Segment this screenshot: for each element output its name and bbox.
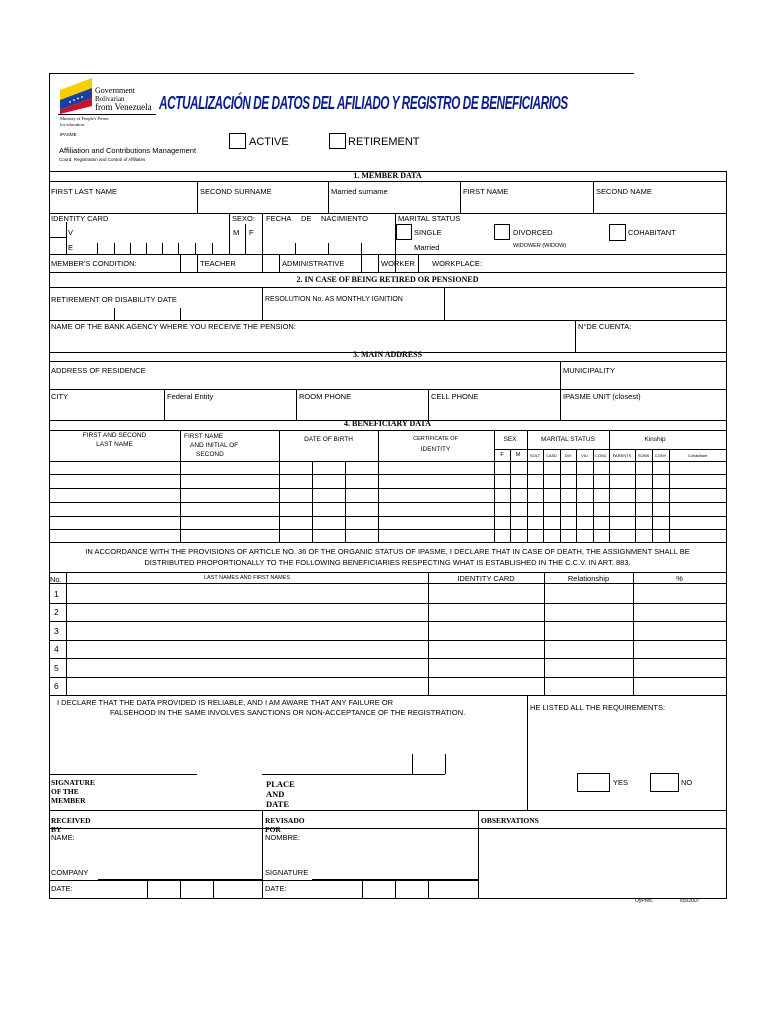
org-line3: from Venezuela: [95, 102, 152, 112]
yes-label: YES: [613, 778, 629, 787]
col-cert-2: IDENTITY: [420, 446, 451, 453]
account-label: N°DE CUENTA:: [578, 322, 632, 331]
retirement-date-label: RETIREMENT OR DISABILITY DATE: [51, 295, 177, 304]
sexo-label: SEXO:: [232, 214, 255, 223]
marital-sub-2: DIV: [564, 453, 572, 458]
address-label: ADDRESS OF RESIDENCE: [51, 366, 146, 375]
col-id-label: IDENTITY CARD: [457, 574, 515, 583]
marital-sub-1: CASD: [545, 453, 558, 458]
retirement-checkbox[interactable]: [329, 133, 346, 149]
divorced-checkbox[interactable]: [494, 224, 510, 240]
received-date-label: DATE:: [51, 884, 73, 893]
col-relationship-label: Relationship: [567, 574, 610, 583]
col-kinship: Kinship: [644, 436, 666, 443]
no-label: NO: [681, 778, 693, 787]
marital-sub-0: SOLT: [529, 453, 541, 458]
identity-card-label: IDENTITY CARD: [51, 214, 109, 223]
reviewed-date-label: DATE:: [265, 884, 287, 893]
nacimiento-label: NACIMIENTO: [321, 214, 368, 223]
row-number: 2: [54, 607, 59, 617]
married-surname-label: Married surname: [331, 187, 388, 196]
row-number: 1: [54, 589, 59, 599]
row-number: 3: [54, 626, 59, 636]
signature-label: SIGNATURE: [265, 868, 309, 877]
dept-label: Affiliation and Contributions Management: [59, 146, 197, 155]
col-last-name-2: LAST NAME: [96, 441, 133, 448]
kinship-sub-3: Cohabitant: [687, 453, 708, 458]
single-checkbox[interactable]: [396, 224, 412, 240]
requirements-label: HE LISTED ALL THE REQUIREMENTS:: [530, 703, 666, 712]
cohabitant-checkbox[interactable]: [609, 224, 626, 241]
col-first-name-2: AND INITIAL OF: [190, 442, 239, 449]
second-name-label: SECOND NAME: [596, 187, 652, 196]
col-first-name-1: FIRST NAME: [184, 433, 224, 440]
header: [0, 0, 768, 170]
second-surname-label: SECOND SURNAME: [200, 187, 272, 196]
section3-title: 3. MAIN ADDRESS: [352, 350, 423, 359]
coord-label: Coord. Registration and Control of Affiliates: [59, 157, 146, 162]
statement-line2: FALSEHOOD IN THE SAME INVOLVES SANCTIONS OR NON-ACCEPTANCE OF THE REGISTRATION.: [110, 708, 466, 717]
col-marital: MARITAL STATUS: [541, 436, 595, 443]
first-last-name-label: FIRST LAST NAME: [51, 187, 117, 196]
marital-sub-3: VIU: [581, 453, 588, 458]
de-label: DE: [301, 214, 312, 223]
sex-f-label: F: [249, 228, 254, 237]
name-label: NAME:: [51, 833, 75, 842]
sex-f-sub: F: [500, 452, 504, 458]
ministry-line2: for education: [60, 122, 84, 127]
member-condition-label: MEMBER'S CONDITION:: [51, 259, 137, 268]
no-checkbox[interactable]: [650, 773, 679, 792]
cell-phone-label: CELL PHONE: [431, 392, 479, 401]
id-v-label: V: [68, 228, 74, 237]
bank-agency-label: NAME OF THE BANK AGENCY WHERE YOU RECEIVE THE PENSION:: [51, 322, 296, 331]
row-number: 4: [54, 644, 59, 654]
nombre-label: NOMBRE:: [265, 833, 301, 842]
teacher-label: TEACHER: [200, 259, 236, 268]
administrative-label: ADMINISTRATIVE: [282, 259, 345, 268]
company-label: COMPANY: [51, 868, 89, 877]
col-last-name-1: FIRST AND SECOND: [82, 432, 147, 439]
retirement-label: RETIREMENT: [348, 136, 420, 148]
observations-label: OBSERVATIONS: [481, 816, 539, 825]
section2-title: 2. IN CASE OF BEING RETIRED OR PENSIONED: [296, 275, 479, 284]
divorced-label: DIVORCED: [513, 228, 553, 237]
ipasme-unit-label: IPASME UNIT (closest): [563, 392, 641, 401]
marital-sub-4: CONC: [595, 453, 607, 458]
resolution-label: RESOLUTION No. AS MONTHLY IGNITION: [265, 296, 403, 303]
row-number: 5: [54, 663, 59, 673]
single-label: SINGLE: [414, 228, 442, 237]
col-dob: DATE OF BIRTH: [304, 436, 353, 443]
kinship-sub-0: PARENTS: [612, 453, 632, 458]
workplace-label: WORKPLACE:: [432, 259, 483, 268]
form-code-label: OyPres.: [635, 898, 654, 904]
room-phone-label: ROOM PHONE: [299, 392, 352, 401]
active-checkbox[interactable]: [229, 133, 246, 149]
active-label: ACTIVE: [249, 136, 289, 148]
city-label: CITY: [51, 392, 69, 401]
municipality-label: MUNICIPALITY: [563, 366, 615, 375]
revisado-por-label: REVISADO POR: [265, 816, 305, 834]
col-names-label: LAST NAMES AND FIRST NAMES: [204, 575, 290, 581]
signature-member-label: SIGNATURE OF THE MEMBER: [51, 778, 96, 805]
widower-label: WIDOWER (WIDOW): [513, 243, 567, 249]
yes-checkbox[interactable]: [577, 773, 610, 792]
federal-entity-label: Federal Entity: [167, 392, 214, 401]
place-date-label: PLACE AND DATE: [266, 779, 295, 809]
col-cert-1: CERTIFICATE OF: [413, 436, 458, 442]
sex-m-label: M: [233, 228, 240, 237]
col-sex: SEX: [503, 436, 517, 443]
fecha-label: FECHA: [266, 214, 292, 223]
col-no-label: No.: [50, 575, 62, 584]
col-percent-label: %: [676, 574, 683, 583]
form-version-label: /05/2007: [680, 898, 700, 904]
section4-title: 4. BENEFICIARY DATA: [344, 419, 431, 428]
id-e-label: E: [68, 243, 74, 252]
statement-line1: I DECLARE THAT THE DATA PROVIDED IS RELIABLE, AND I AM AWARE THAT ANY FAILURE OR: [57, 698, 394, 707]
venezuela-flag-icon: [58, 76, 94, 114]
form-title: ACTUALIZACIÓN DE DATOS DEL AFILIADO Y REGISTRO DE BENEFICIARIOS: [159, 94, 568, 114]
kinship-sub-1: SONS: [637, 453, 650, 458]
sex-m-sub: M: [515, 452, 521, 458]
received-by-label: RECEIVED BY: [51, 816, 91, 834]
marital-status-label: MARITAL STATUS: [398, 214, 461, 223]
row-number: 6: [54, 681, 59, 691]
ipasme-label: IPASME: [60, 132, 77, 137]
section1-title: 1. MEMBER DATA: [353, 171, 422, 180]
married-label: Married: [414, 243, 440, 252]
kinship-sub-2: CONY: [654, 453, 667, 458]
worker-label: WORKER: [381, 259, 415, 268]
ministry-line1: Ministry of People's Power: [60, 116, 109, 121]
first-name-label: FIRST NAME: [463, 187, 509, 196]
org-line1: Government: [95, 86, 135, 95]
org-line2: Bolivarian: [95, 95, 125, 103]
declaration-line1: IN ACCORDANCE WITH THE PROVISIONS OF ARTICLE NO. 36 OF THE ORGANIC STATUS OF IPASME, I DECLARE THAT IN CASE OF DEATH, THE ASSIGNMENT SHALL BE: [85, 547, 690, 556]
declaration-line2: DISTRIBUTED PROPORTIONALLY TO THE FOLLOWING BENEFICIARIES RESPECTING WHAT IS ESTABLISHED IN THE C.C.V. IN ART. 883.: [144, 558, 631, 567]
col-first-name-3: SECOND: [196, 451, 224, 458]
cohabitant-label: COHABITANT: [628, 228, 676, 237]
